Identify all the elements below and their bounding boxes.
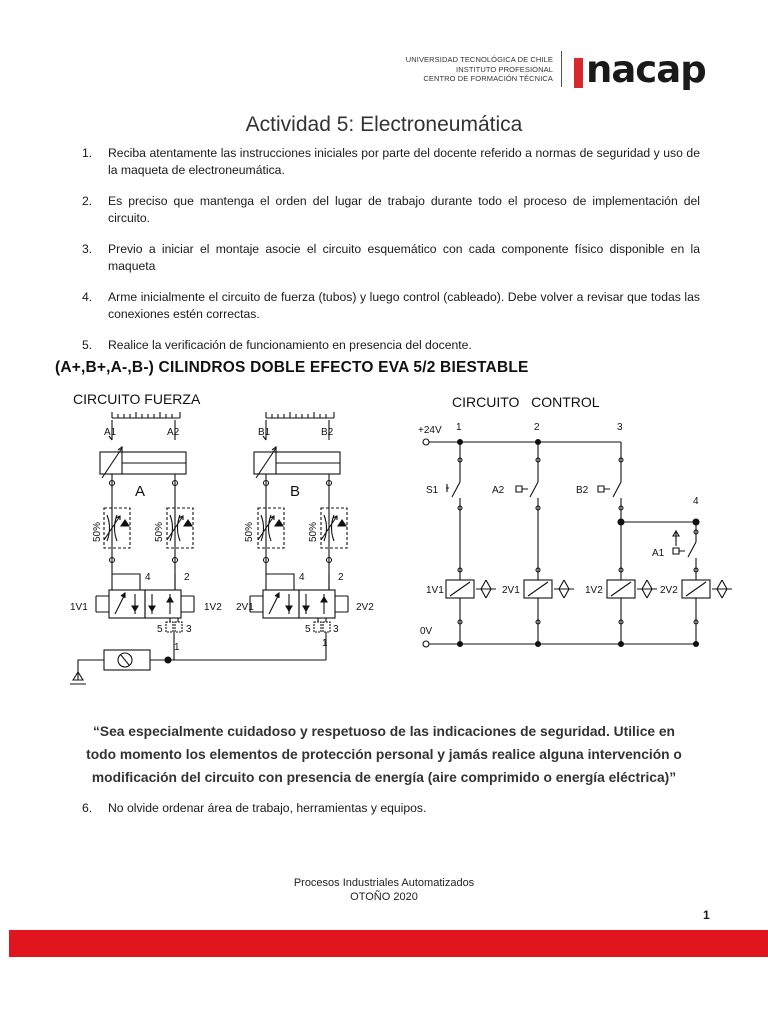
branch-label: 4 — [693, 496, 699, 507]
air-supply — [70, 650, 326, 684]
footer-term: OTOÑO 2020 — [350, 891, 418, 903]
logo-red-bar — [574, 58, 583, 88]
flow-label: 50% — [154, 521, 165, 542]
coil-label: 1V1 — [426, 585, 444, 596]
contact-label: S1 — [426, 485, 439, 496]
flow-label: 50% — [308, 521, 319, 542]
instruction-list — [82, 145, 700, 354]
safety-quote: “Sea especialmente cuidadoso y respetuoso de las indicaciones de seguridad. Utilice en todo momento los elementos de protección personal y jamás realice alguna intervención o modificación del circuito con presencia de energía (aire comprimido o energía eléctrica)” — [86, 724, 682, 785]
port-label: 2 — [338, 572, 344, 583]
list-item: 5. Realice la verificación de funcionamiento en presencia del docente. — [82, 338, 472, 352]
valve-label: 1V2 — [204, 602, 222, 613]
supply-label: 0V — [420, 626, 433, 637]
university-line: UNIVERSIDAD TECNOLÓGICA DE CHILE — [405, 55, 553, 64]
footer-red-band — [9, 930, 768, 957]
sensor-label: A2 — [167, 427, 180, 438]
page-number: 1 — [703, 908, 710, 922]
valve-label: 2V1 — [236, 602, 254, 613]
list-item: 4. Arme inicialmente el circuito de fuerza (tubos) y luego control (cableado). Debe volver a revisar que todas las conexiones estén correctas. — [82, 290, 700, 321]
university-name — [406, 55, 553, 84]
port-label: 4 — [299, 572, 305, 583]
sensor-label: B1 — [258, 427, 271, 438]
port-label: 4 — [145, 572, 151, 583]
list-item: 6. No olvide ordenar área de trabajo, herramientas y equipos. — [82, 801, 427, 815]
flow-label: 50% — [92, 521, 103, 542]
diagram-title: (A+,B+,A-,B-) CILINDROS DOBLE EFECTO EVA 5/2 BIESTABLE — [55, 359, 529, 376]
cylinder-a-group — [70, 412, 222, 660]
port-label: 1 — [174, 642, 180, 653]
footer — [0, 876, 768, 904]
port-label: 3 — [186, 624, 192, 635]
contact-label: B2 — [576, 485, 589, 496]
header-divider — [561, 51, 562, 87]
list-item: 3. Previo a iniciar el montaje asocie el circuito esquemático con cada componente físico disponible en la maqueta — [82, 242, 700, 273]
port-label: 5 — [305, 624, 311, 635]
flow-label: 50% — [244, 521, 255, 542]
valve-label: 2V2 — [356, 602, 374, 613]
port-label: 2 — [184, 572, 190, 583]
coil-label: 1V2 — [585, 585, 603, 596]
list-item: 1. Reciba atentamente las instrucciones iniciales por parte del docente referido a normas de seguridad y uso de la maqueta de electroneumática. — [82, 146, 700, 177]
control-circuit — [418, 422, 732, 647]
branch-label: 2 — [534, 422, 540, 433]
page-title: Actividad 5: Electroneumática — [245, 113, 523, 136]
branch-label: 1 — [456, 422, 462, 433]
university-line: CENTRO DE FORMACIÓN TÉCNICA — [423, 74, 553, 83]
contact-label: A1 — [652, 548, 665, 559]
fuerza-label: CIRCUITO FUERZA — [73, 391, 201, 407]
cylinder-name: A — [135, 483, 146, 500]
university-line: INSTITUTO PROFESIONAL — [456, 64, 553, 74]
port-label: 5 — [157, 624, 163, 635]
valve-label: 1V1 — [70, 602, 88, 613]
coil-label: 2V2 — [660, 585, 678, 596]
port-label: 3 — [333, 624, 339, 635]
circuit-diagram — [0, 380, 768, 710]
port-label: 1 — [322, 638, 328, 649]
footer-course: Procesos Industriales Automatizados — [293, 877, 475, 889]
list-item: 2. Es preciso que mantenga el orden del lugar de trabajo durante todo el proceso de implementación del circuito. — [82, 194, 700, 225]
logo-text: nacap — [586, 48, 706, 91]
branch-label: 3 — [617, 422, 623, 433]
cylinder-name: B — [290, 483, 301, 500]
control-label: CIRCUITO CONTROL — [452, 394, 600, 410]
supply-label: +24V — [418, 425, 442, 436]
cylinder-b-group — [236, 412, 374, 660]
coil-label: 2V1 — [502, 585, 520, 596]
contact-label: A2 — [492, 485, 505, 496]
sensor-label: B2 — [321, 427, 334, 438]
sensor-label: A1 — [104, 427, 117, 438]
